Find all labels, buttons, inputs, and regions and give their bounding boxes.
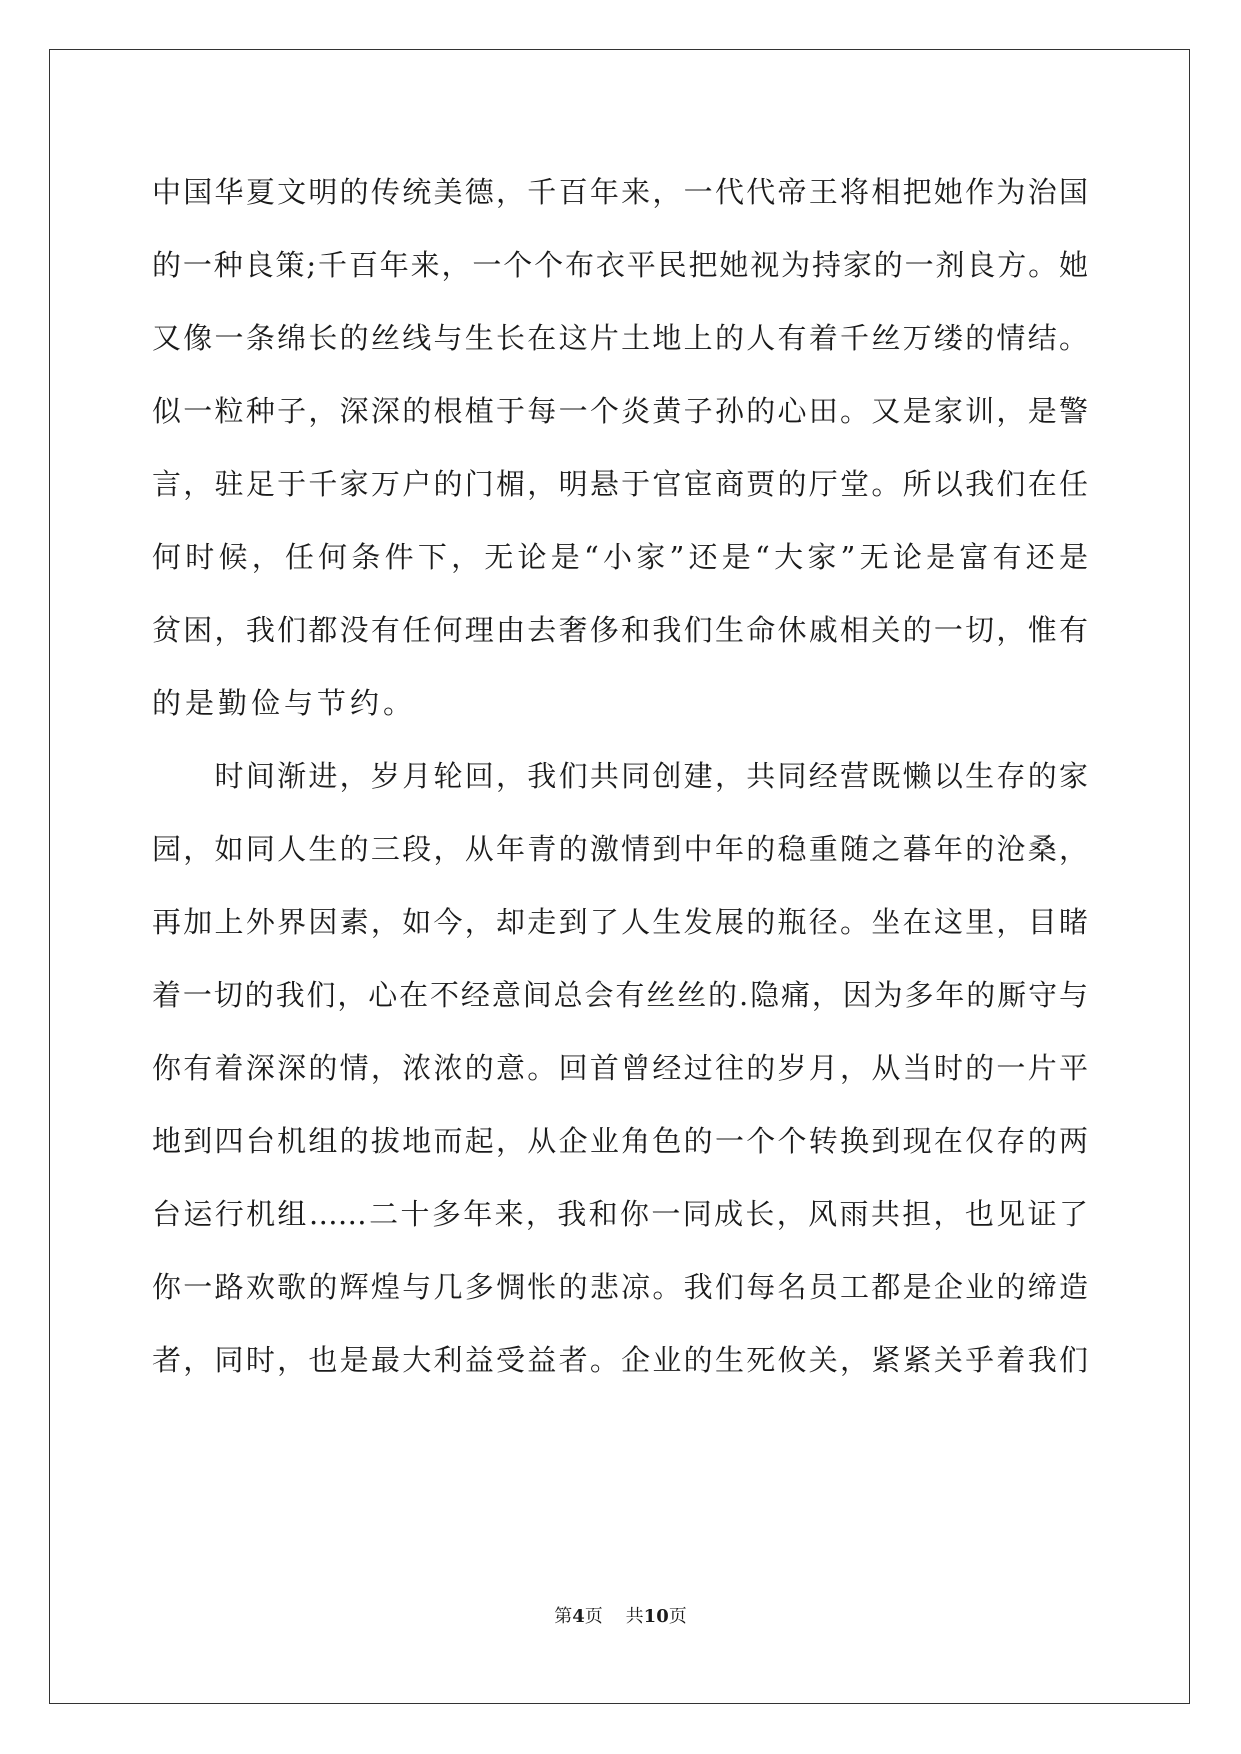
text-line: 时间渐进，岁月轮回，我们共同创建，共同经营既懒以生存的家: [152, 759, 1088, 793]
document-body: [152, 156, 1088, 1397]
text-line: 又像一条绵长的丝线与生长在这片土地上的人有着千丝万缕的情结。: [152, 321, 1088, 355]
text-line: 何时候，任何条件下，无论是“小家”还是“大家”无论是富有还是: [152, 540, 1088, 574]
text-line: 你一路欢歌的辉煌与几多惆怅的悲凉。我们每名员工都是企业的缔造: [152, 1270, 1088, 1304]
text-line: 园，如同人生的三段，从年青的激情到中年的稳重随之暮年的沧桑，: [152, 832, 1088, 866]
text-line: 再加上外界因素，如今，却走到了人生发展的瓶径。坐在这里，目睹: [152, 905, 1088, 939]
page-footer: [0, 1602, 1241, 1628]
page-prefix: 第: [554, 1606, 573, 1627]
text-line: 的是勤俭与节约。: [152, 686, 417, 720]
page-number: 4: [572, 1606, 585, 1627]
text-line: 台运行机组……二十多年来，我和你一同成长，风雨共担，也见证了: [152, 1197, 1088, 1231]
total-pages: 10: [643, 1606, 669, 1627]
text-line: 的一种良策;千百年来，一个个布衣平民把她视为持家的一剂良方。她: [152, 248, 1088, 282]
text-line: 贫困，我们都没有任何理由去奢侈和我们生命休戚相关的一切，惟有: [152, 613, 1088, 647]
text-line: 着一切的我们，心在不经意间总会有丝丝的.隐痛，因为多年的厮守与: [152, 978, 1088, 1012]
text-line: 你有着深深的情，浓浓的意。回首曾经过往的岁月，从当时的一片平: [152, 1051, 1088, 1085]
total-prefix: 共: [625, 1606, 644, 1627]
text-line: 中国华夏文明的传统美德，千百年来，一代代帝王将相把她作为治国: [152, 175, 1088, 209]
total-suffix: 页: [668, 1606, 687, 1627]
text-line: 地到四台机组的拔地而起，从企业角色的一个个转换到现在仅存的两: [152, 1124, 1088, 1158]
page-suffix: 页: [584, 1606, 603, 1627]
text-line: 似一粒种子，深深的根植于每一个炎黄子孙的心田。又是家训，是警: [152, 394, 1088, 428]
text-line: 者，同时，也是最大利益受益者。企业的生死攸关，紧紧关乎着我们: [152, 1343, 1088, 1377]
text-line: 言，驻足于千家万户的门楣，明悬于官宦商贾的厅堂。所以我们在任: [152, 467, 1088, 501]
